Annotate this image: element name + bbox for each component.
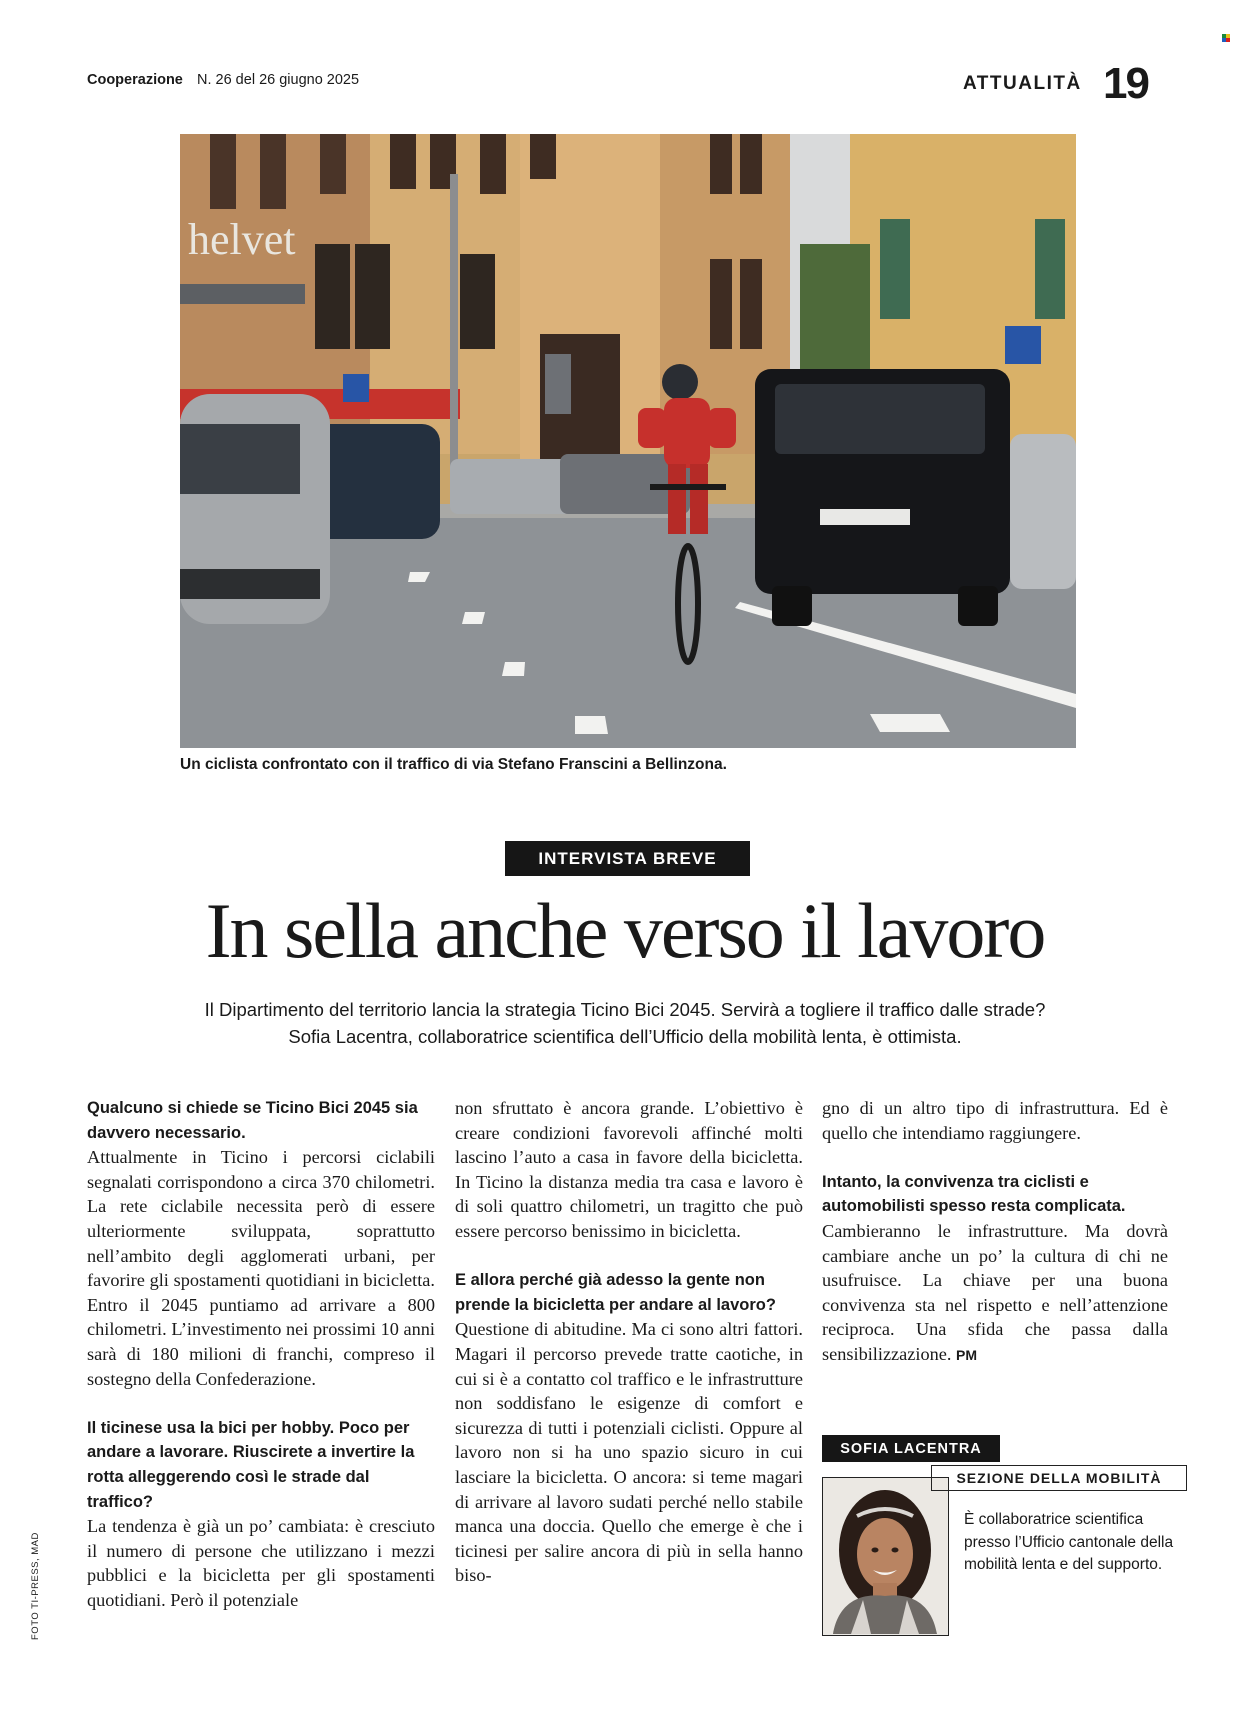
question-1: Qualcuno si chiede se Ticino Bici 2045 sia davvero necessario. [87, 1099, 418, 1142]
issue-info: N. 26 del 26 giugno 2025 [197, 72, 360, 88]
article-column-1 [87, 1096, 435, 1612]
photo-credit: FOTO TI-PRESS, MAD [30, 1532, 41, 1640]
bio-portrait [822, 1477, 949, 1636]
page-number: 19 [1103, 59, 1148, 108]
article-kicker: INTERVISTA BREVE [505, 841, 750, 876]
answer-1: Attualmente in Ticino i percorsi ciclabili segnalati corrispondono a circa 370 chilometri. La rete ciclabile necessita però di essere ulteriormente sviluppata, soprattutto nell’ambito degli agglomerati urbani, per favorire gli spostamenti quotidiani in bicicletta. Entro il 2045 puntiamo ad arrivare a 800 chilometri. L’investimento nei prossimi 10 anni sarà di 180 milioni di franchi, compreso il sostegno della Confederazione. [87, 1147, 435, 1389]
answer-3-part-1: Questione di abitudine. Ma ci sono altri fattori. Magari il percorso prevede tratte caotiche, in cui si è a contatto col traffico e le infrastrutture non soddisfano le esigenze di comfort e sicurezza di tutti i potenziali ciclisti. Oppure al lavoro non si ha uno spazio sicuro in cui lasciare la bicicletta. O ancora: si teme magari di arrivare al lavoro sudati perché nello stabile manca una doccia. Quello che emerge è che i ticinesi per salire ancora di più in sella hanno biso- [455, 1319, 803, 1586]
bio-description: È collaboratrice scientifica presso l’Ufficio cantonale della mobilità lenta e del supporto. [964, 1511, 1174, 1573]
cyclist-traffic-photo [180, 134, 1076, 748]
article-column-3 [822, 1096, 1168, 1368]
lede-line-1: Il Dipartimento del territorio lancia la strategia Ticino Bici 2045. Servirà a togliere il traffico dalle strade? [204, 999, 1046, 1020]
author-signature: PM [956, 1346, 978, 1363]
publication-name: Cooperazione [87, 72, 183, 88]
answer-4: Cambieranno le infrastrutture. Ma dovrà cambiare anche un po’ la cultura di chi ne usufruisce. La chiave per una buona convivenza sta nel rispetto e nell’attenzione reciproca. Una sfida che passa dalla sensibilizzazione. [822, 1220, 1168, 1364]
photo-caption: Un ciclista confrontato con il traffico di via Stefano Franscini a Bellinzona. [180, 756, 727, 773]
answer-2-part-2: non sfruttato è ancora grande. L’obiettivo è creare condizioni favorevoli affinché molti lascino l’auto a casa in favore della bicicletta. In Ticino la distanza media tra casa e lavoro è di soli quattro chilometri, un tragitto che può essere percorso benissimo in bicicletta. [455, 1098, 803, 1241]
helvetia-sign-text: helvet [188, 215, 296, 264]
article-lede [100, 996, 1150, 1050]
answer-3-part-2: gno di un altro tipo di infrastruttura. Ed è quello che intendiamo raggiungere. [822, 1098, 1168, 1143]
lede-line-2: Sofia Lacentra, collaboratrice scientifica dell’Ufficio della mobilità lenta, è ottimista. [288, 1026, 962, 1047]
question-4: Intanto, la convivenza tra ciclisti e automobilisti spesso resta complicata. [822, 1172, 1126, 1216]
article-title: In sella anche verso il lavoro [205, 887, 1045, 974]
article-column-2 [455, 1096, 803, 1588]
answer-2-part-1: La tendenza è già un po’ cambiata: è cresciuto il numero di persone che utilizzano i mezzi pubblici e la bicicletta per gli spostamenti quotidiani. Però il potenziale [87, 1516, 435, 1610]
question-2: Il ticinese usa la bici per hobby. Poco per andare a lavorare. Riuscirete a invertire la rotta alleggerendo così le strade dal traffico? [87, 1418, 415, 1511]
bio-name-badge: SOFIA LACENTRA [822, 1435, 1000, 1462]
question-3: E allora perché già adesso la gente non prende la bicicletta per andare al lavoro? [455, 1271, 776, 1314]
section-label: ATTUALITÀ [963, 73, 1082, 94]
color-marker [1222, 34, 1230, 42]
bio-role-label: SEZIONE DELLA MOBILITÀ [931, 1465, 1187, 1491]
